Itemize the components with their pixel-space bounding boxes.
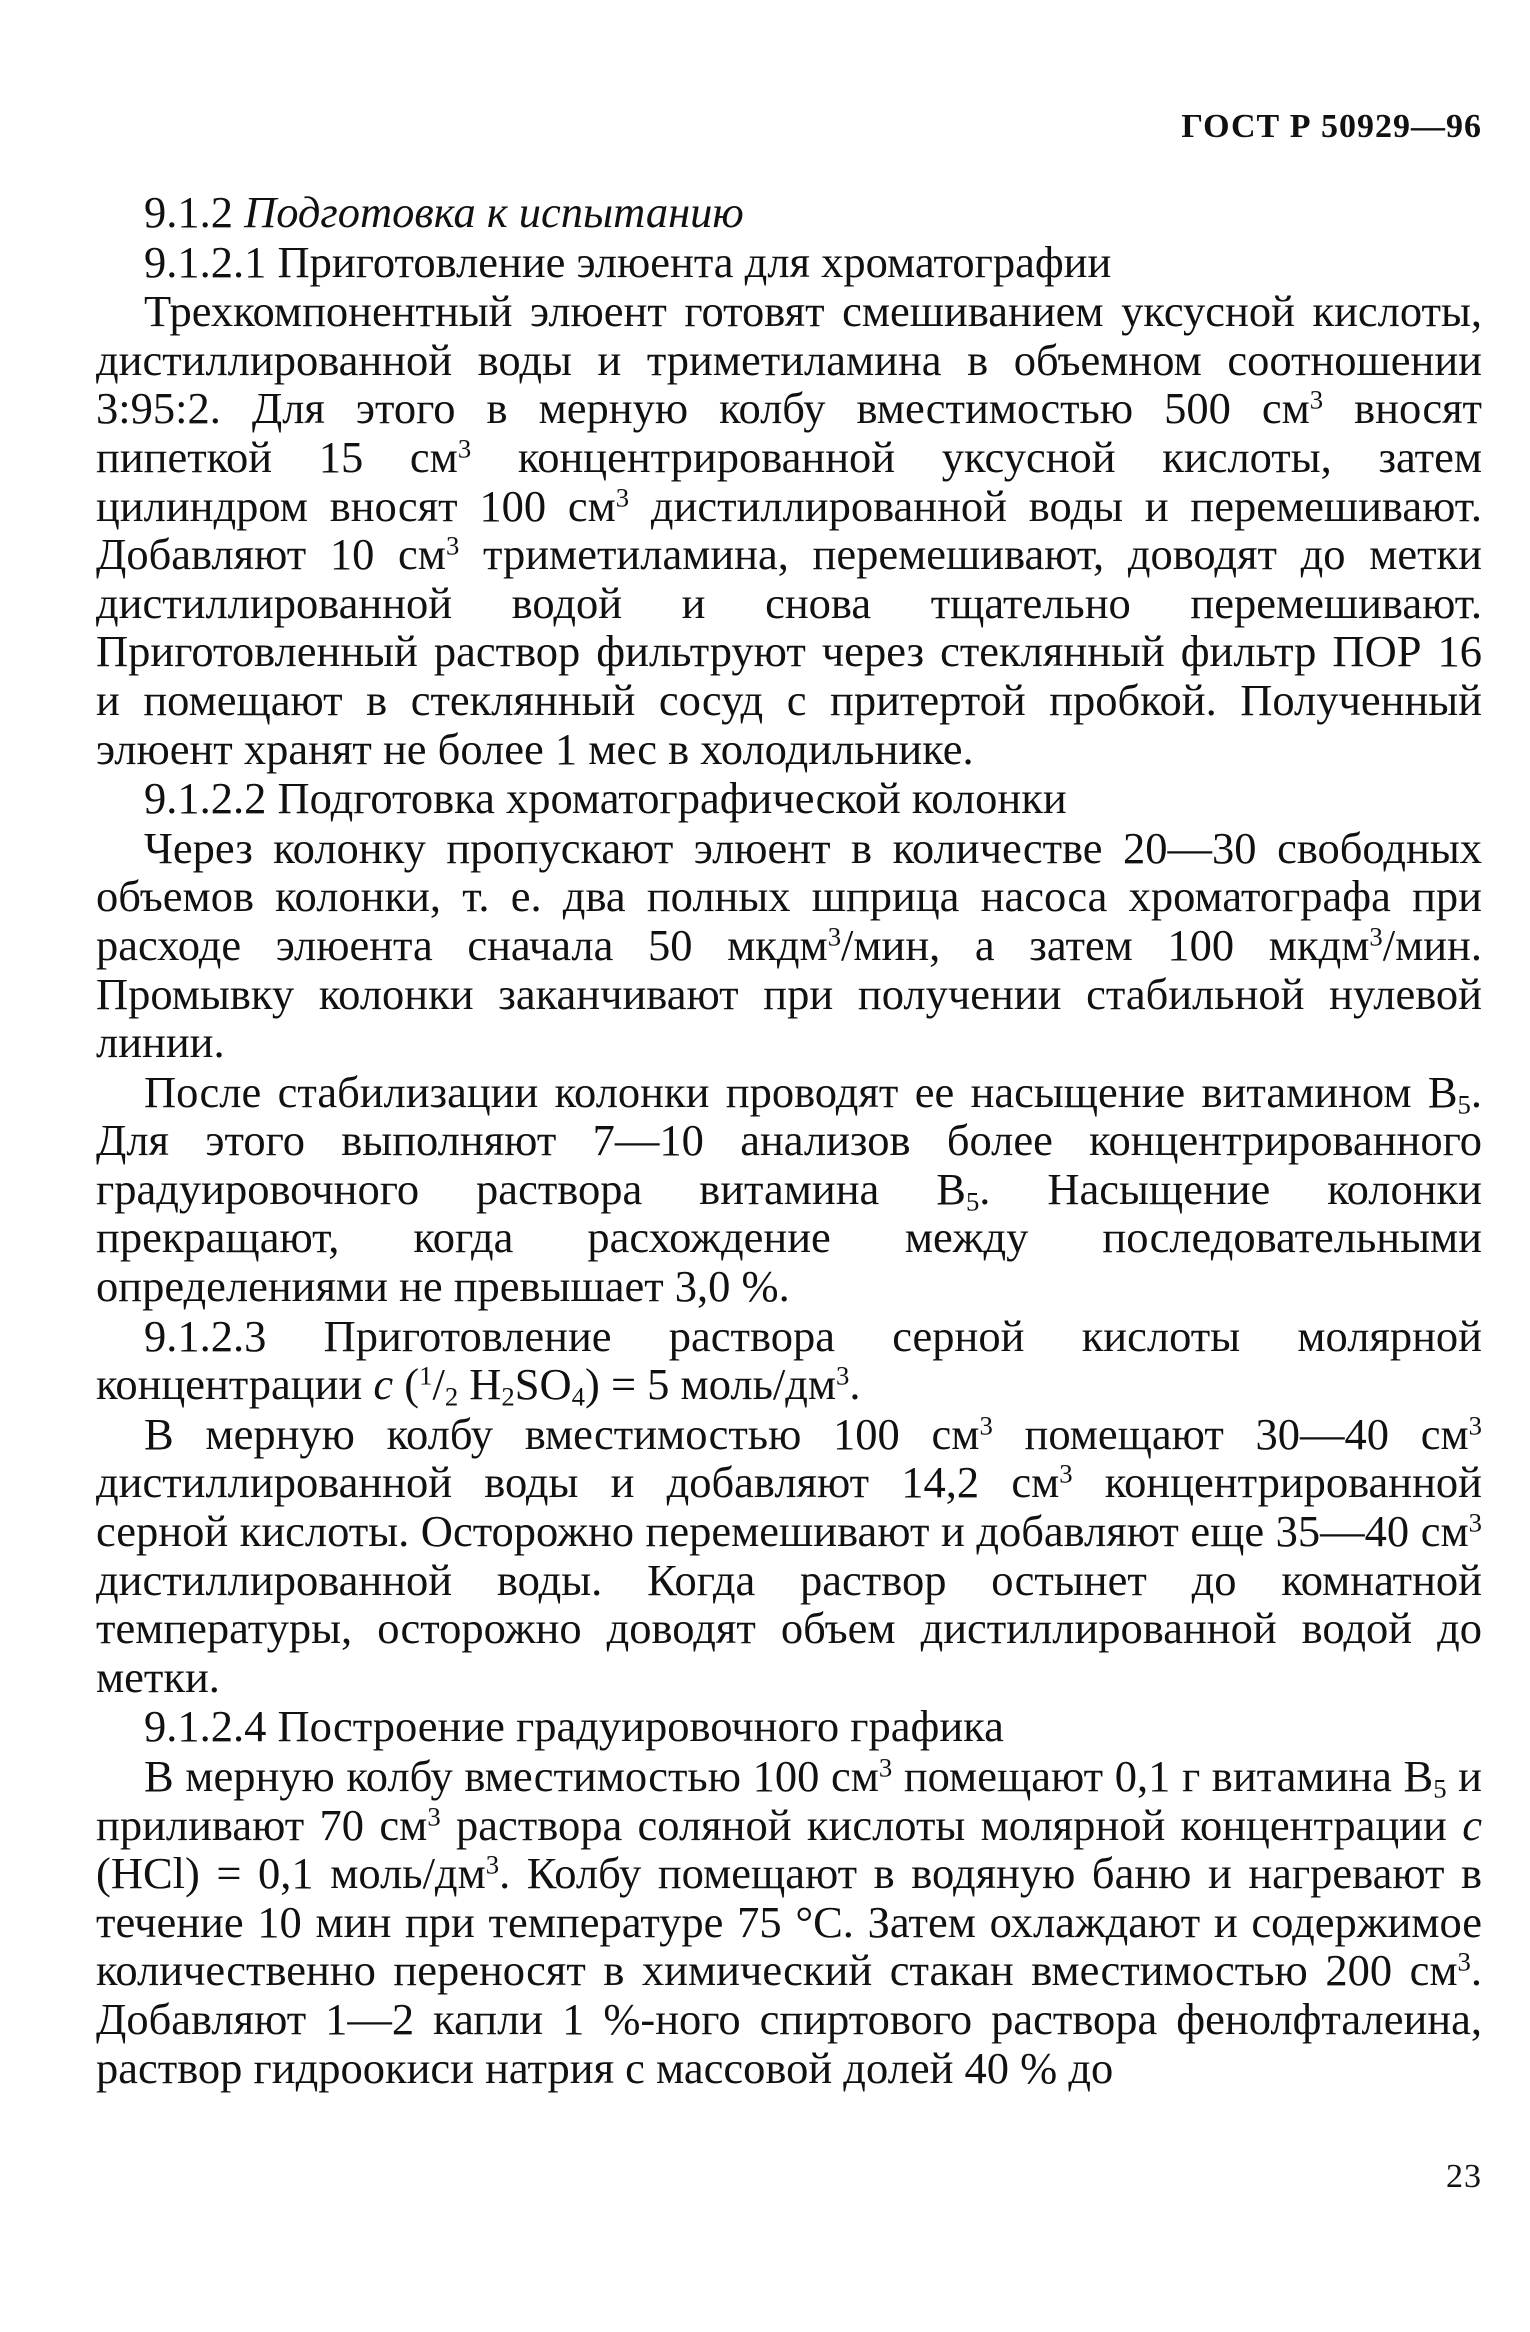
- superscript: 3: [485, 1849, 500, 1880]
- paragraph: [96, 1410, 1482, 1702]
- text-run: (HCl) = 0,1 моль/дм: [96, 1848, 486, 1899]
- text-run: дистиллированной воды и перемешивают. Добавляют 10 см: [96, 480, 1482, 580]
- document-body: [96, 188, 1482, 2092]
- superscript: 3: [457, 433, 472, 464]
- text-run: раствора соляной кислоты молярной концентрации: [440, 1799, 1463, 1850]
- text-run: вносят пипеткой 15 см: [96, 383, 1482, 482]
- text-run: H: [458, 1359, 502, 1410]
- text-run: . Добавляют 1—2 капли 1 %-ного спиртового раствора фенолфталеина, раствор гидроокиси натрия с массовой долей 40 % до: [96, 1945, 1482, 2093]
- text-run: триметиламина, перемешивают, доводят до метки дистиллированной водой и снова тщательно перемешивают. Приготовленный раствор фильтруют через стеклянный фильтр ПОР 16 и помещают в стеклянный сосуд с притертой пробкой. Полученный элюент хранят не более 1 мес в холодильнике.: [96, 529, 1482, 774]
- text-run: . Колбу помещают в водяную баню и нагревают в течение 10 мин при температуре 75 °С. Затем охлаждают и содержимое количественно переносят в химический стакан вместимостью 200 см: [96, 1848, 1483, 1996]
- text-run: концентрированной уксусной кислоты, затем цилиндром вносят 100 см: [96, 431, 1482, 531]
- paragraph: [96, 1702, 1482, 1751]
- italic-text: Подготовка к испытанию: [244, 187, 744, 237]
- subscript: 2: [444, 1381, 459, 1412]
- superscript: 3: [827, 921, 842, 952]
- italic-text: с: [373, 1359, 394, 1410]
- text-run: 9.1.2.2 Подготовка хроматографической колонки: [144, 773, 1067, 824]
- superscript: 3: [427, 1800, 441, 1831]
- superscript: 3: [1457, 1946, 1471, 1977]
- subscript: 5: [965, 1186, 980, 1217]
- text-run: В мерную колбу вместимостью 100 см: [144, 1751, 879, 1801]
- superscript: 3: [1309, 384, 1324, 415]
- text-run: . Насыщение колонки прекращают, когда расхождение между последовательными определениями не превышает 3,0 %.: [96, 1163, 1482, 1312]
- text-run: В мерную колбу вместимостью 100 см: [144, 1408, 980, 1459]
- superscript: 3: [1369, 921, 1383, 952]
- text-run: /мин, а затем 100 мкдм: [841, 919, 1370, 970]
- paragraph: [96, 1068, 1482, 1311]
- text-run: (: [393, 1359, 420, 1410]
- text-run: После стабилизации колонки проводят ее насыщение витамином B: [144, 1066, 1458, 1117]
- superscript: 3: [836, 1360, 850, 1391]
- text-run: Через колонку пропускают элюент в количестве 20—30 свободных объемов колонки, т. е. два полных шприца насоса хроматографа при расходе элюента сначала 50 мкдм: [96, 822, 1482, 970]
- text-run: концентрированной серной кислоты. Осторожно перемешивают и добавляют еще 35—40 см: [96, 1457, 1482, 1557]
- text-run: и приливают 70 см: [96, 1751, 1482, 1850]
- paragraph: [96, 188, 1482, 237]
- superscript: 3: [615, 481, 630, 512]
- subscript: 5: [1457, 1089, 1471, 1120]
- text-run: 9.1.2.4 Построение градуировочного графика: [144, 1701, 1004, 1752]
- text-run: Трехкомпонентный элюент готовят смешиванием уксусной кислоты, дистиллированной воды и триметиламина в объемном соотношении 3:95:2. Для этого в мерную колбу вместимостью 500 см: [96, 286, 1482, 434]
- paragraph: [96, 238, 1482, 287]
- paragraph: [96, 1752, 1482, 2092]
- superscript: 3: [979, 1410, 993, 1441]
- text-run: . Для этого выполняют 7—10 анализов более концентрированного градуировочного раствора витамина B: [96, 1066, 1482, 1214]
- text-run: помещают 0,1 г витамина B: [892, 1751, 1434, 1801]
- text-run: 9.1.2.3 Приготовление раствора серной кислоты молярной концентрации: [96, 1310, 1482, 1410]
- subscript: 2: [501, 1381, 515, 1412]
- paragraph: [96, 287, 1482, 773]
- superscript: 1: [419, 1360, 433, 1391]
- paragraph: [96, 1310, 1482, 1412]
- text-run: 9.1.2: [144, 187, 245, 237]
- text-run: дистиллированной воды. Когда раствор остынет до комнатной температуры, осторожно доводят объем дистиллированной водой до метки.: [96, 1554, 1482, 1702]
- superscript: 3: [445, 530, 460, 561]
- text-run: дистиллированной воды и добавляют 14,2 см: [96, 1457, 1060, 1508]
- text-run: /мин. Промывку колонки заканчивают при получении стабильной нулевой линии.: [96, 919, 1482, 1068]
- superscript: 3: [1468, 1507, 1482, 1538]
- superscript: 3: [1059, 1458, 1073, 1489]
- subscript: 5: [1433, 1773, 1447, 1804]
- document-header: ГОСТ Р 50929—96: [1181, 108, 1482, 145]
- text-run: 9.1.2.1 Приготовление элюента для хроматографии: [144, 236, 1112, 287]
- superscript: 3: [1468, 1410, 1482, 1441]
- text-run: ) = 5 моль/дм: [585, 1359, 837, 1410]
- text-run: .: [849, 1359, 861, 1410]
- paragraph: [96, 774, 1482, 823]
- text-run: помещают 30—40 см: [992, 1408, 1469, 1459]
- subscript: 4: [571, 1381, 585, 1412]
- text-run: /: [432, 1359, 445, 1410]
- page-number: 23: [1446, 2158, 1482, 2195]
- italic-text: с: [1462, 1799, 1482, 1850]
- superscript: 3: [878, 1752, 893, 1783]
- paragraph: [96, 824, 1482, 1067]
- text-run: SO: [514, 1359, 572, 1410]
